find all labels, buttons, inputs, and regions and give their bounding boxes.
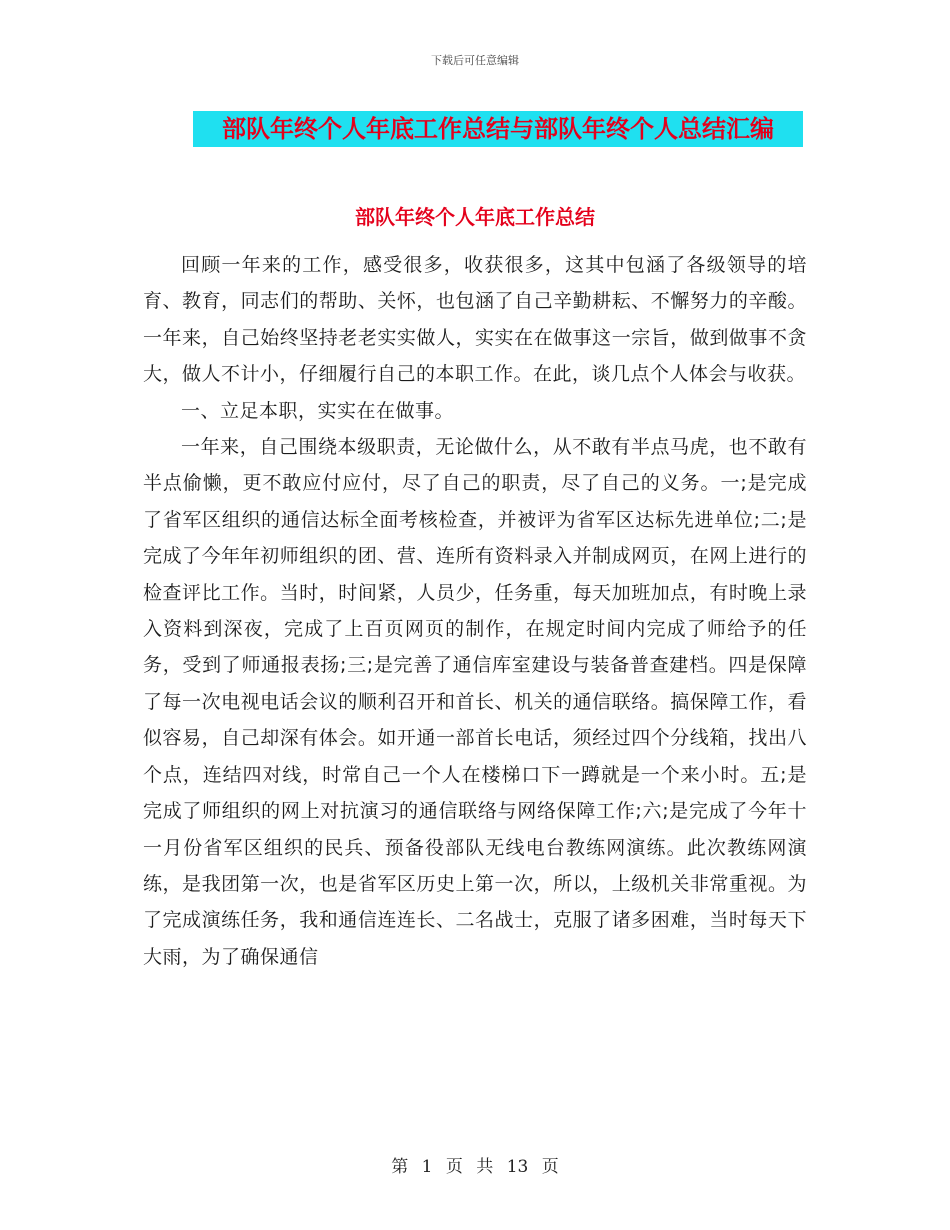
section-title: 部队年终个人年底工作总结 bbox=[355, 205, 595, 229]
footer-label-total: 共 bbox=[476, 1157, 494, 1177]
body-text bbox=[143, 247, 807, 975]
footer-label-page: 第 bbox=[391, 1157, 409, 1177]
footer-page-current: 1 bbox=[421, 1157, 433, 1177]
paragraph: 回顾一年来的工作，感受很多，收获很多，这其中包涵了各级领导的培育、教育，同志们的帮助、关怀，也包涵了自己辛勤耕耘、不懈努力的辛酸。一年来，自己始终坚持老老实实做人，实实在在做事这一宗旨，做到做事不贪大，做人不计小，仔细履行自己的本职工作。在此，谈几点个人体会与收获。 bbox=[143, 254, 807, 386]
paragraph: 一、立足本职，实实在在做事。 bbox=[181, 399, 455, 422]
footer-label-page-unit: 页 bbox=[445, 1157, 463, 1177]
page-footer bbox=[0, 1152, 950, 1177]
paragraph: 一年来，自己围绕本级职责，无论做什么，从不敢有半点马虎，也不敢有半点偷懒，更不敢应付应付，尽了自己的职责，尽了自己的义务。一;是完成了省军区组织的通信达标全面考核检查，并被评为省军区达标先进单位;二;是完成了今年年初师组织的团、营、连所有资料录入并制成网页，在网上进行的检查评比工作。当时，时间紧，人员少，任务重，每天加班加点，有时晚上录入资料到深夜，完成了上百页网页的制作，在规定时间内完成了师给予的任务，受到了师通报表扬;三;是完善了通信库室建设与装备普查建档。四是保障了每一次电视电话会议的顺利召开和首长、机关的通信联络。搞保障工作，看似容易，自己却深有体会。如开通一部首长电话，须经过四个分线箱，找出八个点，连结四对线，时常自己一个人在楼梯口下一蹲就是一个来小时。五;是完成了师组织的网上对抗演习的通信联络与网络保障工作;六;是完成了今年十一月份省军区组织的民兵、预备役部队无线电台教练网演练。此次教练网演练，是我团第一次，也是省军区历史上第一次，所以，上级机关非常重视。为了完成演练任务，我和通信连连长、二名战士，克服了诸多困难，当时每天下大雨，为了确保通信 bbox=[143, 436, 807, 968]
header-note: 下载后可任意编辑 bbox=[431, 54, 519, 67]
footer-label-total-unit: 页 bbox=[541, 1157, 559, 1177]
document-title: 部队年终个人年底工作总结与部队年终个人总结汇编 bbox=[222, 115, 774, 143]
footer-page-total: 13 bbox=[506, 1157, 529, 1177]
